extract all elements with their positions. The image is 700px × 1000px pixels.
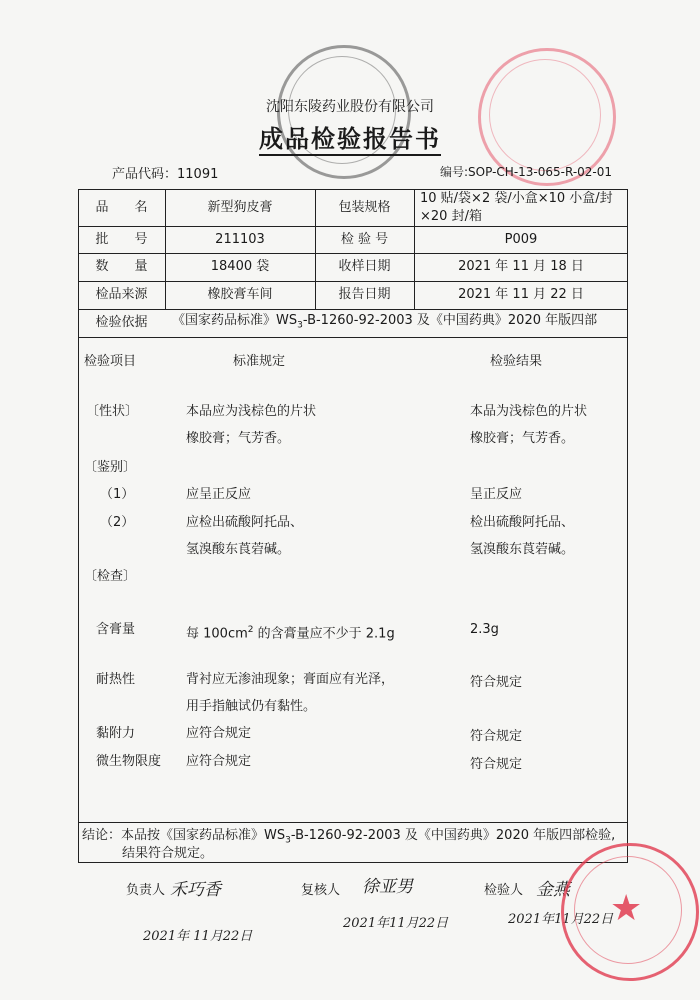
inspector-label: 检验人 [484, 883, 524, 898]
ident1-standard: 应呈正反应 [186, 487, 252, 502]
reviewer-signature: 徐亚男 [362, 877, 413, 897]
ident1-result: 呈正反应 [470, 487, 523, 502]
inspector-date: 2021年11月22日 [508, 912, 614, 927]
label-source: 检品来源 [95, 287, 148, 302]
heat-standard-line1: 背衬应无渗油现象；膏面应有光泽， [186, 672, 395, 687]
character-standard-line1: 本品应为浅棕色的片状 [186, 404, 317, 419]
ident2-standard-line1: 应检出硫酸阿托品、 [186, 515, 304, 530]
product-code: 产品代码：11091 [112, 167, 219, 182]
ident1-number: （1） [100, 487, 135, 502]
row-divider [78, 822, 628, 823]
ident2-result-line2: 氢溴酸东莨菪碱。 [470, 542, 575, 557]
adhesion-result: 符合规定 [470, 729, 523, 744]
conclusion-line1: 结论：本品按《国家药品标准》$WS_3-B-1260-92-2003$ 及《中国药典》2020 年版四部检验, [82, 828, 616, 846]
document-number: 编号:SOP-CH-13-065-R-02-01 [440, 165, 613, 179]
label-sample-date: 收样日期 [338, 259, 391, 274]
test-basis: 《国家药品标准》$WS_3-B-1260-92-2003$ 及《中国药典》2020 年版四部 [172, 312, 598, 331]
heat-standard-line2: 用手指触试仍有黏性。 [186, 699, 317, 714]
inspector-signature: 金燕 [536, 880, 570, 900]
responsible-date: 2021年 11月22日 [143, 929, 253, 944]
supplier-seal-red [561, 843, 699, 981]
character-result-line1: 本品为浅棕色的片状 [470, 404, 588, 419]
pack-spec: 10 贴/袋×2 袋/小盒×10 小盒/封 ×20 封/箱 [420, 190, 613, 224]
content-result: 2.3g [470, 622, 499, 637]
company-name: 沈阳东陵药业股份有限公司 [266, 99, 434, 115]
test-number: P009 [504, 231, 538, 247]
section-identification: 〔鉴别〕 [84, 460, 137, 475]
label-product-name: 品 名 [95, 199, 148, 215]
col-header-standard: 标准规定 [233, 354, 286, 369]
adhesion-label: 黏附力 [96, 726, 136, 741]
conclusion-line2: 结果符合规定。 [122, 846, 214, 861]
adhesion-standard: 应符合规定 [186, 726, 252, 741]
report-date: 2021 年 11 月 22 日 [458, 287, 584, 302]
page-title: 成品检验报告书 [0, 119, 700, 154]
character-result-line2: 橡胶膏；气芳香。 [470, 431, 575, 446]
col-header-item: 检验项目 [84, 354, 137, 369]
heat-result: 符合规定 [470, 675, 523, 690]
heat-label: 耐热性 [96, 672, 136, 687]
row-divider [78, 337, 628, 338]
sample-date: 2021 年 11 月 18 日 [458, 259, 584, 274]
reviewer-date: 2021年11月22日 [343, 916, 449, 931]
microbial-result: 符合规定 [470, 757, 523, 772]
label-pack-spec: 包装规格 [338, 199, 391, 215]
content-label: 含膏量 [96, 622, 136, 637]
quantity: 18400 袋 [210, 259, 270, 274]
ident2-standard-line2: 氢溴酸东莨菪碱。 [186, 542, 291, 557]
ident2-number: （2） [100, 515, 135, 530]
sample-source: 橡胶膏车间 [207, 287, 273, 302]
label-quantity: 数 量 [95, 259, 148, 274]
batch-number: 211103 [215, 231, 265, 247]
responsible-label: 负责人 [126, 883, 166, 898]
reviewer-label: 复核人 [301, 883, 341, 898]
section-character: 〔性状〕 [86, 404, 139, 419]
content-standard: 每 $100cm^2$ 的含膏量应不少于 2.1g [186, 625, 395, 642]
star-icon: ★ [610, 888, 643, 929]
label-report-date: 报告日期 [338, 287, 391, 302]
label-batch: 批 号 [95, 231, 148, 247]
label-basis: 检验依据 [95, 315, 148, 330]
section-examination: 〔检查〕 [84, 569, 137, 584]
label-test-number: 检 验 号 [340, 231, 389, 247]
product-name: 新型狗皮膏 [207, 199, 273, 215]
col-header-result: 检验结果 [490, 354, 543, 369]
microbial-standard: 应符合规定 [186, 754, 252, 769]
ident2-result-line1: 检出硫酸阿托品、 [470, 515, 575, 530]
responsible-signature: 禾巧香 [170, 880, 221, 900]
microbial-label: 微生物限度 [96, 754, 162, 769]
character-standard-line2: 橡胶膏；气芳香。 [186, 431, 291, 446]
